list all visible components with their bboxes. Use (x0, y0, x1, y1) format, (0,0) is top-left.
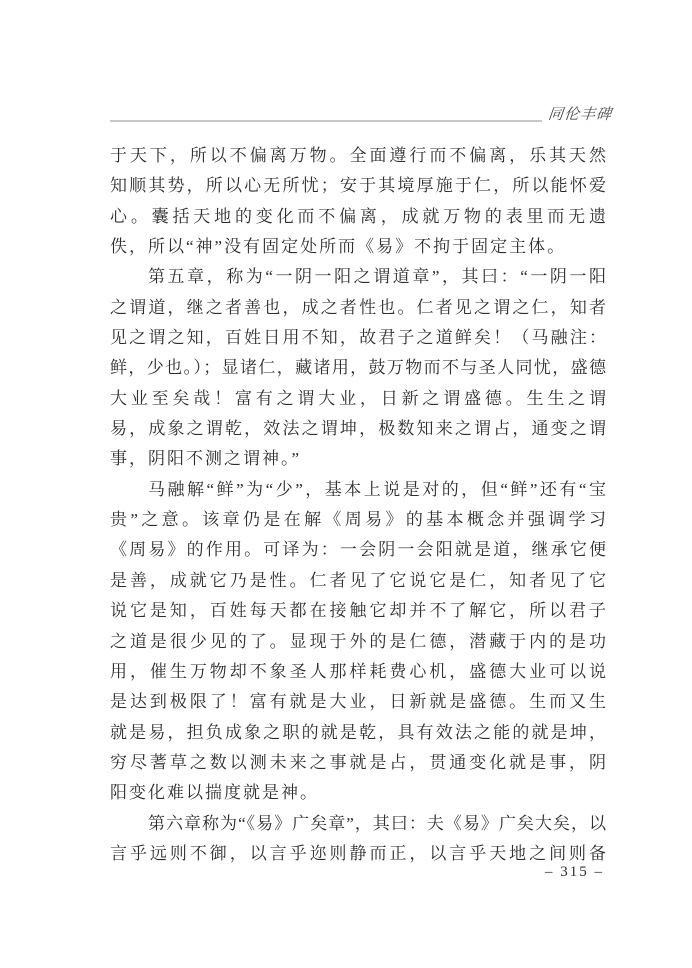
text-line: 于天下，所以不偏离万物。全面遵行而不偏离，乐其天然 (110, 146, 606, 165)
text-line: 说它是知，百姓每天都在接触它却并不了解它，所以君子 (110, 601, 606, 621)
text-line: 贵”之意。该章仍是在解《周易》的基本概念并强调学习 (110, 510, 606, 530)
text-line: 心。囊括天地的变化而不偏离，成就万物的表里而无遗 (110, 206, 606, 226)
text-line: 见之谓之知，百姓日用不知，故君子之道鲜矣！（马融注： (110, 328, 606, 348)
text-line: 是达到极限了！富有就是大业，日新就是盛德。生而又生 (110, 692, 606, 712)
body-text (110, 141, 606, 869)
text-line: 之道是很少见的了。显现于外的是仁德，潜藏于内的是功 (110, 631, 606, 651)
header-rule (110, 120, 542, 122)
text-line: 穷尽蓍草之数以测未来之事就是占，贯通变化就是事，阴 (110, 752, 606, 772)
text-line: 用，催生万物却不象圣人那样耗费心机，盛德大业可以说 (110, 661, 606, 681)
text-line: 第六章称为“《易》广矣章”，其曰：夫《易》广矣大矣，以 (148, 813, 606, 833)
page-header (110, 98, 612, 124)
text-line: 第五章，称为“一阴一阳之谓道章”，其曰：“一阴一阳 (148, 267, 606, 287)
text-line: 就是易，担负成象之职的就是乾，具有效法之能的就是坤， (110, 722, 606, 742)
text-line: 阳变化难以揣度就是神。 (110, 783, 319, 803)
text-line: 易，成象之谓乾，效法之谓坤，极数知来之谓占，通变之谓 (110, 419, 606, 439)
text-line: 之谓道，继之者善也，成之者性也。仁者见之谓之仁，知者 (110, 297, 606, 317)
page-number: – 315 – (545, 864, 604, 880)
text-line: 《周易》的作用。可译为：一会阴一会阳就是道，继承它便 (110, 540, 606, 560)
text-line: 言乎远则不御，以言乎迩则静而正，以言乎天地之间则备 (110, 843, 606, 863)
text-line: 马融解“鲜”为“少”，基本上说是对的，但“鲜”还有“宝 (148, 479, 606, 499)
text-line: 是善，成就它乃是性。仁者见了它说它是仁，知者见了它 (110, 570, 606, 590)
running-title: 同伦丰碑 (547, 107, 613, 123)
text-line: 大业至矣哉！富有之谓大业，日新之谓盛德。生生之谓 (110, 388, 606, 408)
text-line: 鲜，少也。）；显诸仁，藏诸用，鼓万物而不与圣人同忧，盛德 (110, 358, 606, 378)
text-line: 知顺其势，所以心无所忧；安于其境厚施于仁，所以能怀爱 (110, 176, 606, 196)
text-line: 佚，所以“神”没有固定处所而《易》不拘于固定主体。 (110, 237, 567, 257)
text-line: 事，阴阳不测之谓神。” (110, 449, 302, 469)
